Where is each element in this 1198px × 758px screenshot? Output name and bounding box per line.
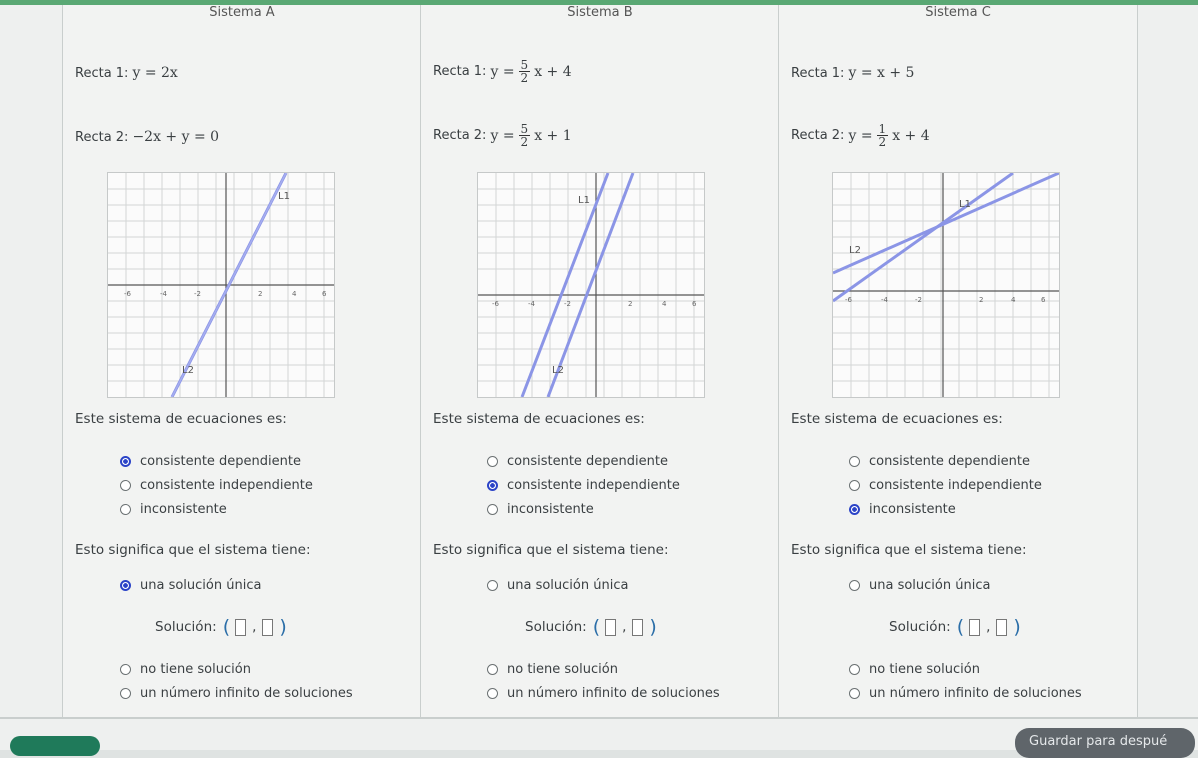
system-c-question: Este sistema de ecuaciones es: [791,411,1003,427]
footer-divider [0,717,1198,719]
system-a-line2: Recta 2: −2x + y = 0 [75,129,220,145]
b-solution-input: Solución: ( , ) [525,616,656,638]
tick-label: 4 [292,290,297,298]
label-l2: L2 [182,365,194,376]
fraction: $\frac{1}{2}$ [878,122,887,149]
c-sol-unique[interactable]: una solución única [849,578,990,593]
graph-grid [833,173,1059,397]
tick-label: 6 [322,290,327,298]
system-c-line1: Recta 1: y = x + 5 [791,65,915,81]
b-sol-unique[interactable]: una solución única [487,578,628,593]
label-l1: L1 [578,195,590,206]
radio[interactable] [849,480,860,491]
x-input[interactable] [605,619,616,636]
tick-label: -6 [845,296,852,304]
c-sol-none[interactable]: no tiene solución [849,662,980,677]
a-solution-input: Solución: ( , ) [155,616,286,638]
comma: , [622,619,627,635]
fraction: $\frac{5}{2}$ [520,58,529,85]
system-c-title: Sistema C [925,5,991,20]
radio-selected[interactable] [849,504,860,515]
a-opt-dependiente[interactable]: consistente dependiente [120,454,301,469]
line-2 [522,173,608,397]
tick-label: 2 [628,300,633,308]
radio[interactable] [487,504,498,515]
system-b-line2: Recta 2: y = $\frac{5}{2}$ x + 1 [433,122,572,149]
system-a-title: Sistema A [209,5,275,20]
tick-label: 2 [979,296,984,304]
tick-label: 4 [662,300,667,308]
radio[interactable] [487,456,498,467]
paren-close: ) [279,616,286,638]
paren-close: ) [649,616,656,638]
a-opt-inconsistente[interactable]: inconsistente [120,502,227,517]
system-a-meaning: Esto significa que el sistema tiene: [75,542,311,558]
radio-selected[interactable] [120,456,131,467]
system-b-panel [420,5,780,717]
comma: , [986,619,991,635]
system-c-line2: Recta 2: y = $\frac{1}{2}$ x + 4 [791,122,930,149]
c-opt-dependiente[interactable]: consistente dependiente [849,454,1030,469]
paren-open: ( [592,616,600,638]
radio[interactable] [120,664,131,675]
tick-label: 6 [692,300,697,308]
y-input[interactable] [632,619,643,636]
system-b-question: Este sistema de ecuaciones es: [433,411,645,427]
tick-label: 2 [258,290,263,298]
system-c-graph [832,172,1060,398]
system-a-question: Este sistema de ecuaciones es: [75,411,287,427]
y-input[interactable] [996,619,1007,636]
tick-label: -6 [492,300,499,308]
a-sol-unique[interactable]: una solución única [120,578,261,593]
y-input[interactable] [262,619,273,636]
system-a-graph [107,172,335,398]
fraction: $\frac{5}{2}$ [520,122,529,149]
b-sol-none[interactable]: no tiene solución [487,662,618,677]
radio[interactable] [120,504,131,515]
paren-open: ( [956,616,964,638]
system-b-graph [477,172,705,398]
a-sol-infinite[interactable]: un número infinito de soluciones [120,686,353,701]
line-1 [548,173,633,397]
x-input[interactable] [235,619,246,636]
c-opt-inconsistente[interactable]: inconsistente [849,502,956,517]
system-b-line1: Recta 1: y = $\frac{5}{2}$ x + 4 [433,58,572,85]
c-sol-infinite[interactable]: un número infinito de soluciones [849,686,1082,701]
radio[interactable] [849,580,860,591]
label-l1: L1 [959,199,971,210]
radio[interactable] [120,480,131,491]
radio[interactable] [849,456,860,467]
a-opt-independiente[interactable]: consistente independiente [120,478,313,493]
b-sol-infinite[interactable]: un número infinito de soluciones [487,686,720,701]
system-b-meaning: Esto significa que el sistema tiene: [433,542,669,558]
c-opt-independiente[interactable]: consistente independiente [849,478,1042,493]
paren-close: ) [1013,616,1020,638]
x-tick-labels [845,296,1046,304]
a-sol-none[interactable]: no tiene solución [120,662,251,677]
system-a-panel [62,5,422,717]
system-b-title: Sistema B [567,5,633,20]
label-l1: L1 [278,191,290,202]
radio[interactable] [487,688,498,699]
tick-label: -6 [124,290,131,298]
system-a-line1: Recta 1: y = 2x [75,65,178,81]
tick-label: -2 [564,300,571,308]
radio[interactable] [849,688,860,699]
b-opt-dependiente[interactable]: consistente dependiente [487,454,668,469]
tick-label: -2 [915,296,922,304]
b-opt-independiente[interactable]: consistente independiente [487,478,680,493]
tick-label: -4 [528,300,535,308]
paren-open: ( [222,616,230,638]
radio-selected[interactable] [487,480,498,491]
save-for-later-button[interactable]: Guardar para despué [1015,728,1195,758]
check-button[interactable] [10,736,100,756]
b-opt-inconsistente[interactable]: inconsistente [487,502,594,517]
radio[interactable] [120,688,131,699]
radio[interactable] [487,664,498,675]
comma: , [252,619,257,635]
tick-label: -2 [194,290,201,298]
radio[interactable] [849,664,860,675]
tick-label: -4 [881,296,888,304]
line-2 [833,173,1059,273]
system-c-meaning: Esto significa que el sistema tiene: [791,542,1027,558]
label-l2: L2 [849,245,861,256]
x-input[interactable] [969,619,980,636]
tick-label: -4 [160,290,167,298]
c-solution-input: Solución: ( , ) [889,616,1020,638]
tick-label: 4 [1011,296,1016,304]
label-l2: L2 [552,365,564,376]
system-c-panel [778,5,1138,717]
radio-selected[interactable] [120,580,131,591]
radio[interactable] [487,580,498,591]
tick-label: 6 [1041,296,1046,304]
